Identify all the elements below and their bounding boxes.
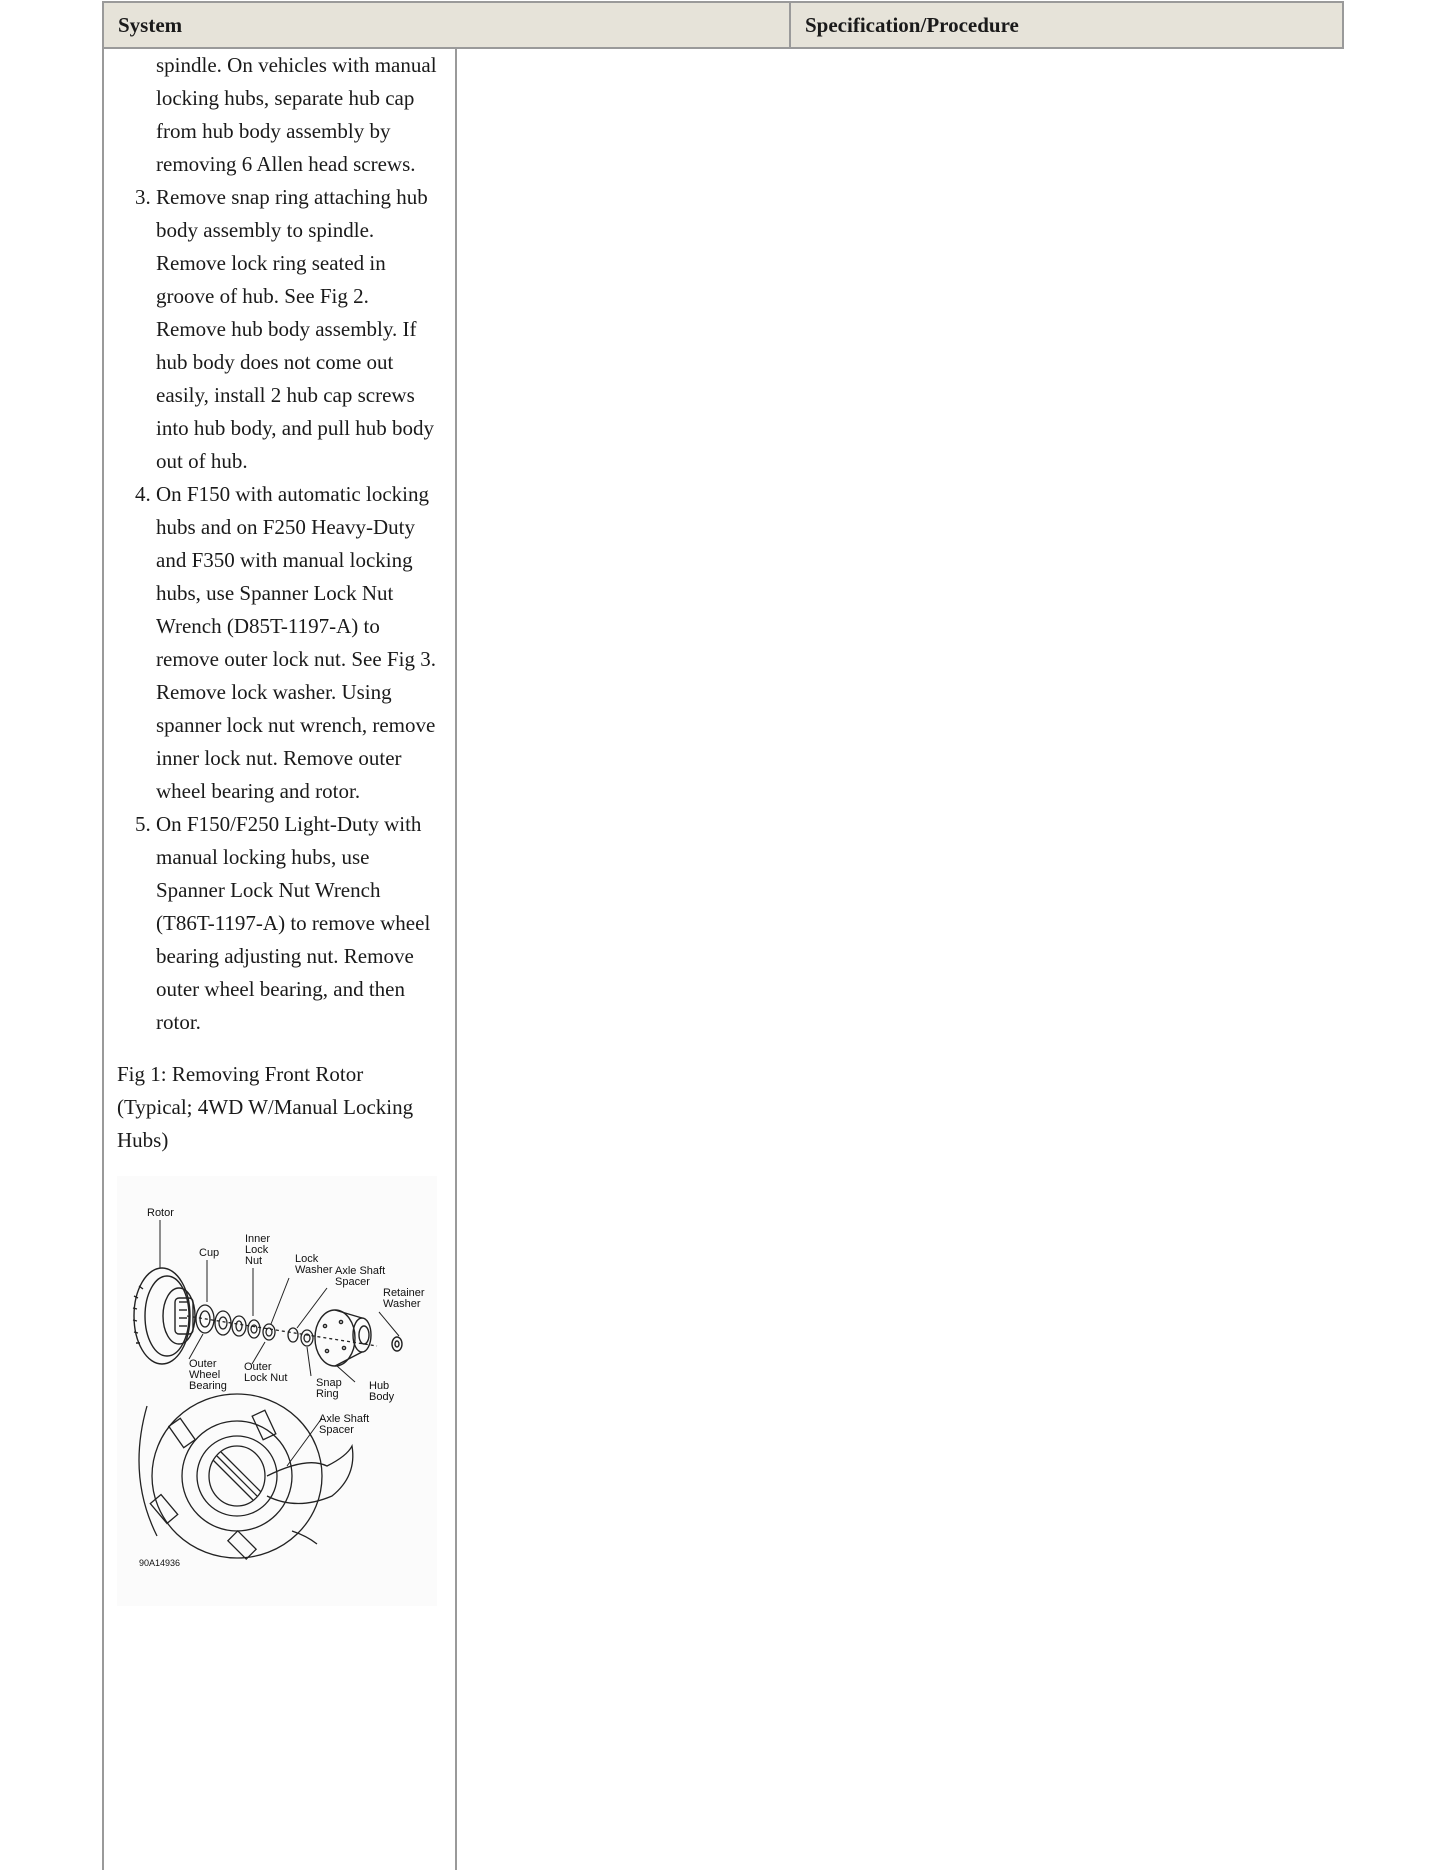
label-lock-washer-2: Washer (295, 1264, 333, 1276)
header-specification-procedure: Specification/Procedure (805, 12, 1019, 37)
label-lock-washer-1: Lock (295, 1253, 319, 1265)
step-3: 3. Remove snap ring attaching hub body assembly to spindle. Remove lock ring seated in groove of hub. See Fig 2. Remove hub body assembly. If hub body does not come out easily, install 2 hub cap screws into hub body, and pull hub body out of hub. (156, 181, 443, 478)
procedure-steps (117, 181, 443, 1039)
label-outer-wheel-bearing-3: Bearing (189, 1380, 227, 1392)
label-axle-shaft-spacer-1: Axle Shaft (335, 1265, 386, 1277)
label-outer-lock-nut-1: Outer (244, 1361, 272, 1373)
label-outer-wheel-bearing-1: Outer (189, 1358, 217, 1370)
label-outer-wheel-bearing-2: Wheel (189, 1369, 221, 1381)
label-inner-lock-nut-1: Inner (245, 1233, 271, 1245)
label-inner-lock-nut-2: Lock (245, 1244, 269, 1256)
label-snap-ring-1: Snap (316, 1377, 342, 1389)
header-system: System (104, 3, 791, 47)
label-axle-shaft-spacer-2: Spacer (335, 1276, 370, 1288)
figure-code: 90A14936 (139, 1558, 181, 1568)
step-4: 4. On F150 with automatic locking hubs and on F250 Heavy-Duty and F350 with manual locking hubs, use Spanner Lock Nut Wrench (D85T-1197-A) to remove outer lock nut. See Fig 3. Remove lock washer. Using spanner lock nut wrench, remove inner lock nut. Remove outer wheel bearing and rotor. (156, 478, 443, 808)
label-inner-lock-nut-3: Nut (245, 1255, 263, 1267)
label-axle-shaft-spacer-lower-1: Axle Shaft (319, 1413, 370, 1425)
label-cup: Cup (199, 1247, 220, 1259)
step-5: 5. On F150/F250 Light-Duty with manual locking hubs, use Spanner Lock Nut Wrench (T86T-1197-A) to remove wheel bearing adjusting nut. Remove outer wheel bearing, and then rotor. (156, 808, 443, 1039)
label-rotor: Rotor (147, 1207, 174, 1219)
label-axle-shaft-spacer-lower-2: Spacer (319, 1424, 354, 1436)
label-retainer-washer-1: Retainer (383, 1287, 425, 1299)
label-snap-ring-2: Ring (316, 1388, 339, 1400)
table-header-row (102, 1, 1344, 49)
exploded-view-illustration (117, 1176, 437, 1606)
label-hub-body-2: Body (369, 1391, 395, 1403)
continued-step-text: spindle. On vehicles with manual locking hubs, separate hub cap from hub body assembly by removing 6 Allen head screws. (156, 53, 437, 176)
label-retainer-washer-2: Washer (383, 1298, 421, 1310)
figure-caption: Fig 1: Removing Front Rotor (Typical; 4WD W/Manual Locking Hubs) (117, 1062, 414, 1152)
label-outer-lock-nut-2: Lock Nut (244, 1372, 288, 1384)
rotor-removal-diagram (117, 1176, 437, 1606)
label-hub-body-1: Hub (369, 1380, 390, 1392)
system-cell (104, 49, 456, 1870)
